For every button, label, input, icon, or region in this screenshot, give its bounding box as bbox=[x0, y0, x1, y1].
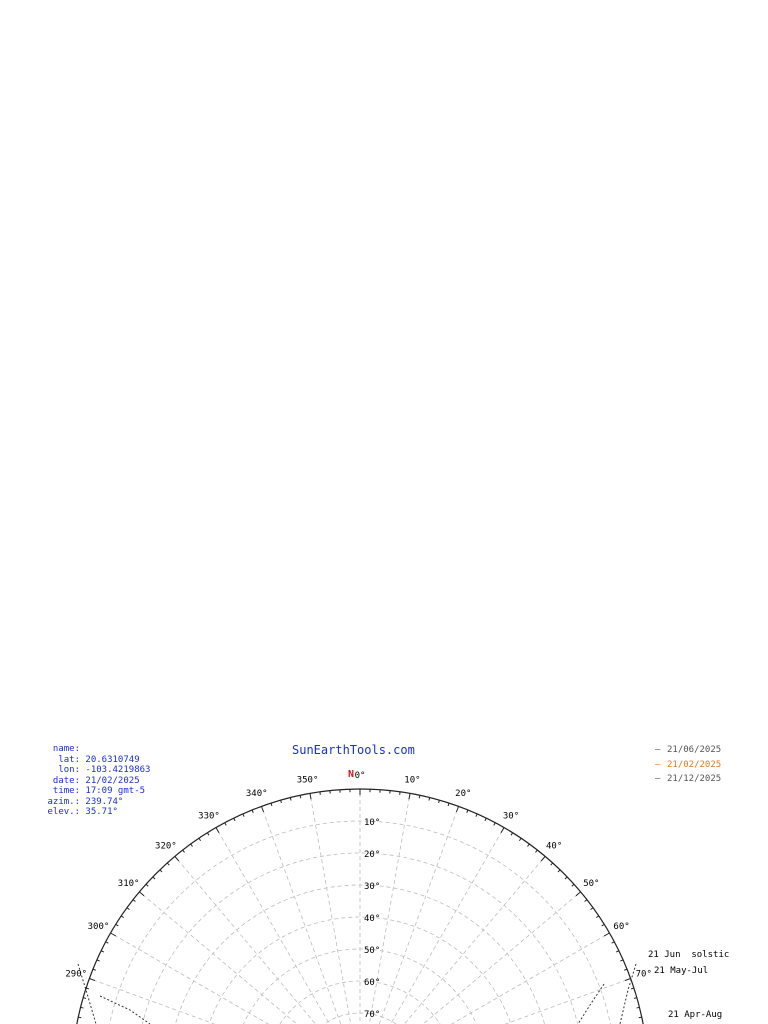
azimuth-label: 300° bbox=[87, 922, 110, 932]
horizon-tick bbox=[216, 828, 219, 833]
elevation-label: 30° bbox=[364, 882, 381, 892]
legend-item: – 21/12/2025 bbox=[655, 774, 722, 784]
azimuth-label: 10° bbox=[404, 775, 421, 786]
horizon-tick bbox=[620, 960, 623, 961]
info-row bbox=[38, 786, 150, 797]
horizon-tick bbox=[572, 884, 574, 886]
azimuth-line bbox=[139, 892, 360, 1024]
horizon-tick bbox=[243, 814, 244, 817]
horizon-tick bbox=[639, 1017, 642, 1018]
azimuth-line bbox=[360, 978, 631, 1024]
polar-grid bbox=[72, 789, 648, 1024]
azimuth-line bbox=[310, 793, 360, 1024]
horizon-tick bbox=[89, 978, 95, 980]
horizon-tick bbox=[634, 998, 637, 999]
azimuth-line bbox=[111, 933, 360, 1024]
horizon-tick bbox=[558, 870, 560, 872]
info-row bbox=[38, 797, 150, 808]
horizon-tick bbox=[300, 795, 301, 798]
horizon-tick bbox=[565, 877, 567, 879]
elevation-label: 70° bbox=[364, 1010, 381, 1020]
horizon-tick bbox=[585, 900, 587, 902]
info-key: elev.: bbox=[47, 807, 80, 817]
info-key: time: bbox=[52, 786, 80, 796]
info-value: 17:09 gmt-5 bbox=[85, 786, 146, 796]
horizon-tick bbox=[153, 877, 155, 879]
info-row bbox=[38, 755, 150, 766]
horizon-tick bbox=[612, 942, 615, 943]
horizon-tick bbox=[551, 863, 553, 865]
horizon-tick bbox=[121, 916, 123, 918]
info-row bbox=[38, 776, 150, 787]
info-key: name: bbox=[52, 744, 80, 754]
elevation-label: 60° bbox=[364, 978, 381, 988]
azimuth-label: 320° bbox=[155, 841, 177, 852]
elevation-label: 40° bbox=[364, 914, 381, 924]
horizon-tick bbox=[476, 814, 477, 817]
elevation-label: 50° bbox=[364, 946, 381, 956]
horizon-tick bbox=[83, 998, 86, 999]
azimuth-label: 290° bbox=[65, 969, 88, 980]
azimuth-label: 340° bbox=[245, 789, 268, 800]
chart-title: SunEarthTools.com bbox=[292, 743, 415, 757]
info-value: 21/02/2025 bbox=[85, 775, 140, 786]
info-row bbox=[38, 765, 150, 776]
horizon-tick bbox=[116, 924, 119, 926]
azimuth-label: 0° bbox=[354, 771, 366, 781]
azimuth-label: 70° bbox=[635, 969, 652, 980]
horizon-tick bbox=[261, 806, 263, 812]
azimuth-line bbox=[360, 828, 504, 1024]
horizon-tick bbox=[271, 803, 272, 806]
horizon-tick bbox=[183, 850, 185, 852]
sun-path-curves bbox=[78, 964, 636, 1024]
horizon-tick bbox=[310, 793, 311, 799]
info-row bbox=[38, 807, 150, 818]
azimuth-label: 350° bbox=[296, 775, 319, 786]
azimuth-label: 60° bbox=[613, 922, 630, 932]
horizon-tick bbox=[290, 798, 291, 801]
north-marker: N bbox=[347, 769, 355, 780]
elevation-label: 10° bbox=[364, 818, 381, 828]
info-value: 20.6310749 bbox=[85, 754, 140, 765]
horizon-tick bbox=[252, 810, 253, 813]
info-key: lon: bbox=[58, 765, 80, 775]
horizon-tick bbox=[78, 1017, 81, 1018]
horizon-tick bbox=[409, 793, 410, 799]
horizon-tick bbox=[139, 892, 144, 896]
horizon-tick bbox=[604, 933, 609, 936]
horizon-tick bbox=[528, 844, 530, 846]
azimuth-label: 310° bbox=[117, 878, 140, 889]
horizon-tick bbox=[127, 908, 129, 910]
horizon-tick bbox=[86, 988, 89, 989]
horizon-tick bbox=[81, 1007, 84, 1008]
info-row bbox=[38, 744, 150, 755]
horizon-tick bbox=[596, 916, 598, 918]
azimuth-label: 330° bbox=[198, 811, 220, 822]
horizon-tick bbox=[234, 818, 235, 821]
horizon-tick bbox=[111, 933, 116, 936]
horizon-tick bbox=[625, 978, 631, 980]
legend bbox=[655, 743, 721, 787]
horizon-tick bbox=[535, 850, 537, 852]
location-info bbox=[38, 744, 150, 818]
horizon-tick bbox=[106, 942, 109, 943]
horizon-tick bbox=[225, 823, 226, 826]
horizon-tick bbox=[207, 833, 209, 836]
info-key: lat: bbox=[58, 754, 80, 765]
info-value: 35.71° bbox=[85, 807, 118, 817]
horizon-tick bbox=[160, 870, 162, 872]
legend-label: 21/06/2025 bbox=[667, 745, 722, 755]
azimuth-line bbox=[360, 892, 581, 1024]
legend-item: – 21/02/2025 bbox=[655, 759, 722, 770]
horizon-tick bbox=[456, 806, 458, 812]
horizon-tick bbox=[519, 838, 521, 840]
horizon-tick bbox=[624, 969, 627, 970]
horizon-tick bbox=[167, 863, 169, 865]
info-value: -103.4219863 bbox=[85, 765, 151, 775]
horizon-tick bbox=[101, 951, 104, 952]
horizon-tick bbox=[602, 924, 605, 926]
info-value: 239.74° bbox=[85, 796, 124, 807]
horizon-tick bbox=[199, 838, 201, 840]
curve-label-apr-aug: 21 Apr-Aug bbox=[668, 1010, 723, 1020]
azimuth-label: 20° bbox=[455, 789, 472, 800]
horizon-tick bbox=[494, 823, 495, 826]
sun-path-curve bbox=[100, 996, 150, 1024]
azimuth-label: 30° bbox=[502, 811, 520, 822]
horizon-tick bbox=[616, 951, 619, 952]
horizon-tick bbox=[146, 884, 148, 886]
azimuth-label: 40° bbox=[545, 841, 563, 852]
horizon-tick bbox=[281, 800, 282, 803]
azimuth-line bbox=[216, 828, 360, 1024]
azimuth-line bbox=[89, 978, 360, 1024]
horizon-tick bbox=[93, 969, 96, 970]
horizon-tick bbox=[637, 1007, 640, 1008]
legend-label: 21/02/2025 bbox=[667, 759, 722, 770]
horizon-tick bbox=[631, 988, 634, 989]
curve-label-may-jul: 21 May-Jul bbox=[654, 966, 709, 976]
horizon-tick bbox=[429, 798, 430, 801]
axis-labels bbox=[65, 769, 652, 1020]
horizon-tick bbox=[576, 892, 581, 896]
info-key: date: bbox=[52, 775, 80, 786]
horizon-tick bbox=[467, 810, 468, 813]
horizon-tick bbox=[133, 900, 135, 902]
horizon-tick bbox=[541, 856, 545, 861]
elevation-label: 20° bbox=[364, 850, 381, 860]
horizon-tick bbox=[485, 818, 486, 821]
horizon-tick bbox=[97, 960, 100, 961]
horizon-tick bbox=[448, 803, 449, 806]
azimuth-label: 50° bbox=[583, 878, 600, 889]
horizon-tick bbox=[191, 844, 193, 846]
azimuth-line bbox=[360, 933, 609, 1024]
info-key: azim.: bbox=[47, 796, 80, 807]
horizon-tick bbox=[591, 908, 593, 910]
horizon-tick bbox=[439, 800, 440, 803]
horizon-tick bbox=[175, 856, 179, 861]
legend-label: 21/12/2025 bbox=[667, 774, 722, 784]
legend-item: – 21/06/2025 bbox=[655, 745, 722, 755]
horizon-tick bbox=[511, 833, 513, 836]
horizon-tick bbox=[501, 828, 504, 833]
curve-label-jun: 21 Jun solstic bbox=[648, 950, 730, 960]
horizon-tick bbox=[419, 795, 420, 798]
